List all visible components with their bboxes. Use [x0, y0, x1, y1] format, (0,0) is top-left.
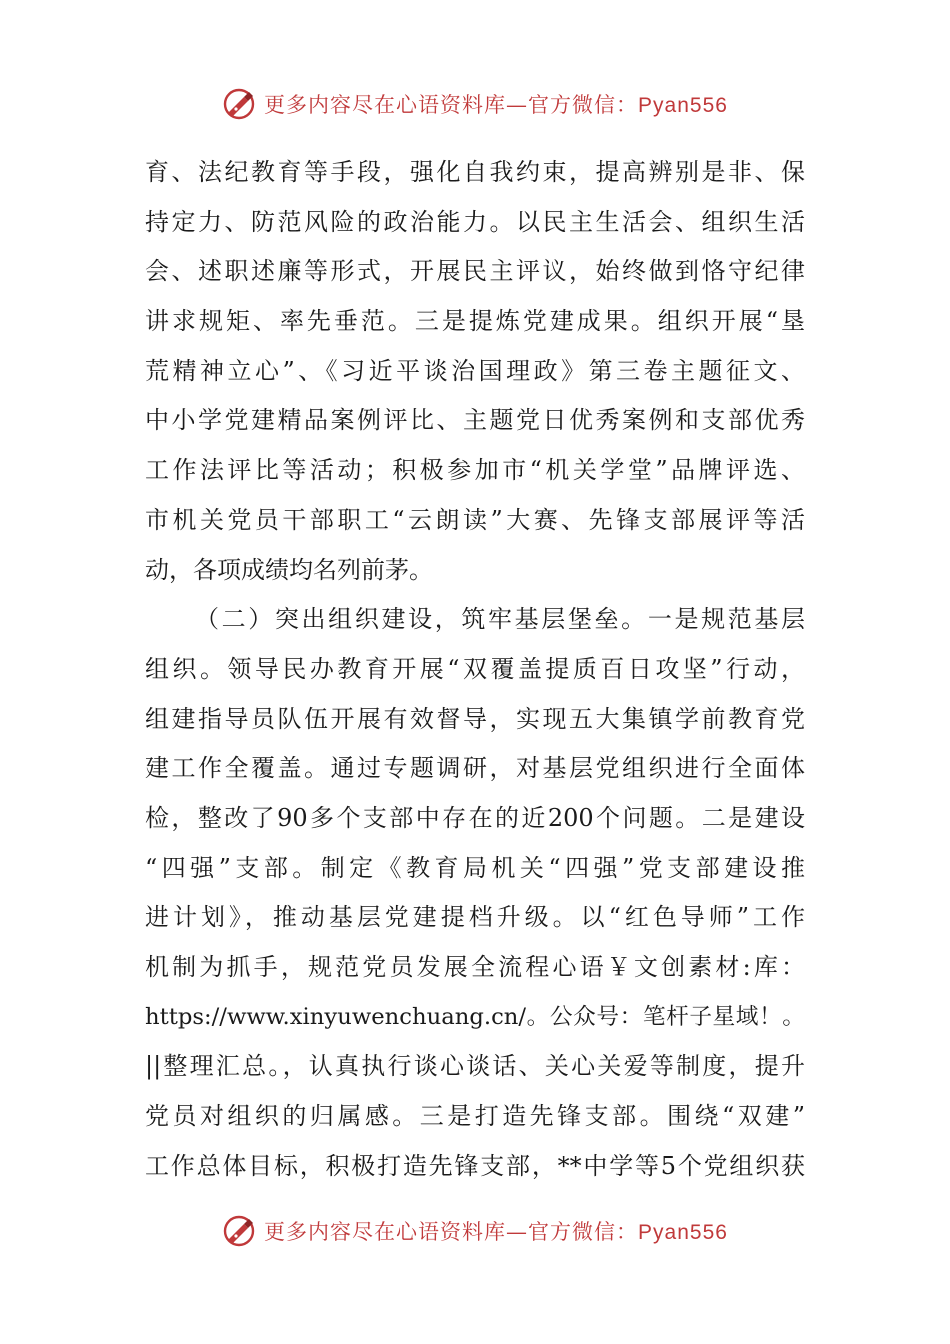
section-heading-line: （二）突出组织建设，筑牢基层堡垒。一是规范基层 [195, 605, 805, 634]
pen-nib-logo-icon [222, 87, 256, 121]
paragraph-line: 市机关党员干部职工“云朗读”大赛、先锋支部展评等活 [145, 505, 805, 534]
paragraph-line: 工作法评比等活动；积极参加市“机关学堂”品牌评选、 [145, 456, 805, 485]
pen-nib-logo-icon [222, 1214, 256, 1248]
paragraph-line: 组织。领导民办教育开展“双覆盖提质百日攻坚”行动， [145, 654, 805, 683]
paragraph-line: 会、述职述廉等形式，开展民主评议，始终做到恪守纪律 [145, 257, 805, 286]
paragraph-line: 中小学党建精品案例评比、主题党日优秀案例和支部优秀 [145, 406, 805, 435]
paragraph-line: 工作总体目标，积极打造先锋支部，**中学等5个党组织获 [145, 1151, 805, 1180]
banner-text [264, 89, 728, 119]
paragraph-line: “四强”支部。制定《教育局机关“四强”党支部建设推 [145, 853, 805, 882]
banner-wechat-id: Pyan556 [638, 1221, 728, 1244]
banner-text-cn: 更多内容尽在心语资料库—官方微信： [264, 93, 639, 117]
paragraph-line: 荒精神立心”、《习近平谈治国理政》第三卷主题征文、 [145, 356, 805, 385]
paragraph-line: 检，整改了90多个支部中存在的近200个问题。二是建设 [145, 803, 805, 832]
banner-text [264, 1216, 728, 1246]
banner-wechat-id: Pyan556 [638, 94, 728, 117]
paragraph-line: 持定力、防范风险的政治能力。以民主生活会、组织生活 [145, 207, 805, 236]
paragraph-line: 机制为抓手，规范党员发展全流程心语￥文创素材:库： [145, 953, 805, 981]
paragraph-line-url: https://www.xinyuwenchuang.cn/。公众号：笔杆子星域！。 [145, 1003, 805, 1030]
paragraph-line: 建工作全覆盖。通过专题调研，对基层党组织进行全面体 [145, 754, 805, 783]
paragraph-line: 进计划》，推动基层党建提档升级。以“红色导师”工作 [145, 903, 805, 932]
footer-watermark-banner [0, 1211, 950, 1251]
paragraph-line: 党员对组织的归属感。三是打造先锋支部。围绕“双建” [145, 1102, 805, 1131]
paragraph-line: 组建指导员队伍开展有效督导，实现五大集镇学前教育党 [145, 704, 805, 733]
paragraph-line: ||整理汇总。，认真执行谈心谈话、关心关爱等制度，提升 [145, 1052, 805, 1081]
document-body [145, 148, 805, 1191]
paragraph-line: 育、法纪教育等手段，强化自我约束，提高辨别是非、保 [145, 158, 805, 186]
banner-text-cn: 更多内容尽在心语资料库—官方微信： [264, 1220, 639, 1244]
header-watermark-banner [0, 84, 950, 124]
paragraph-line: 动，各项成绩均名列前茅。 [145, 555, 433, 584]
paragraph-line: 讲求规矩、率先垂范。三是提炼党建成果。组织开展“垦 [145, 307, 805, 336]
